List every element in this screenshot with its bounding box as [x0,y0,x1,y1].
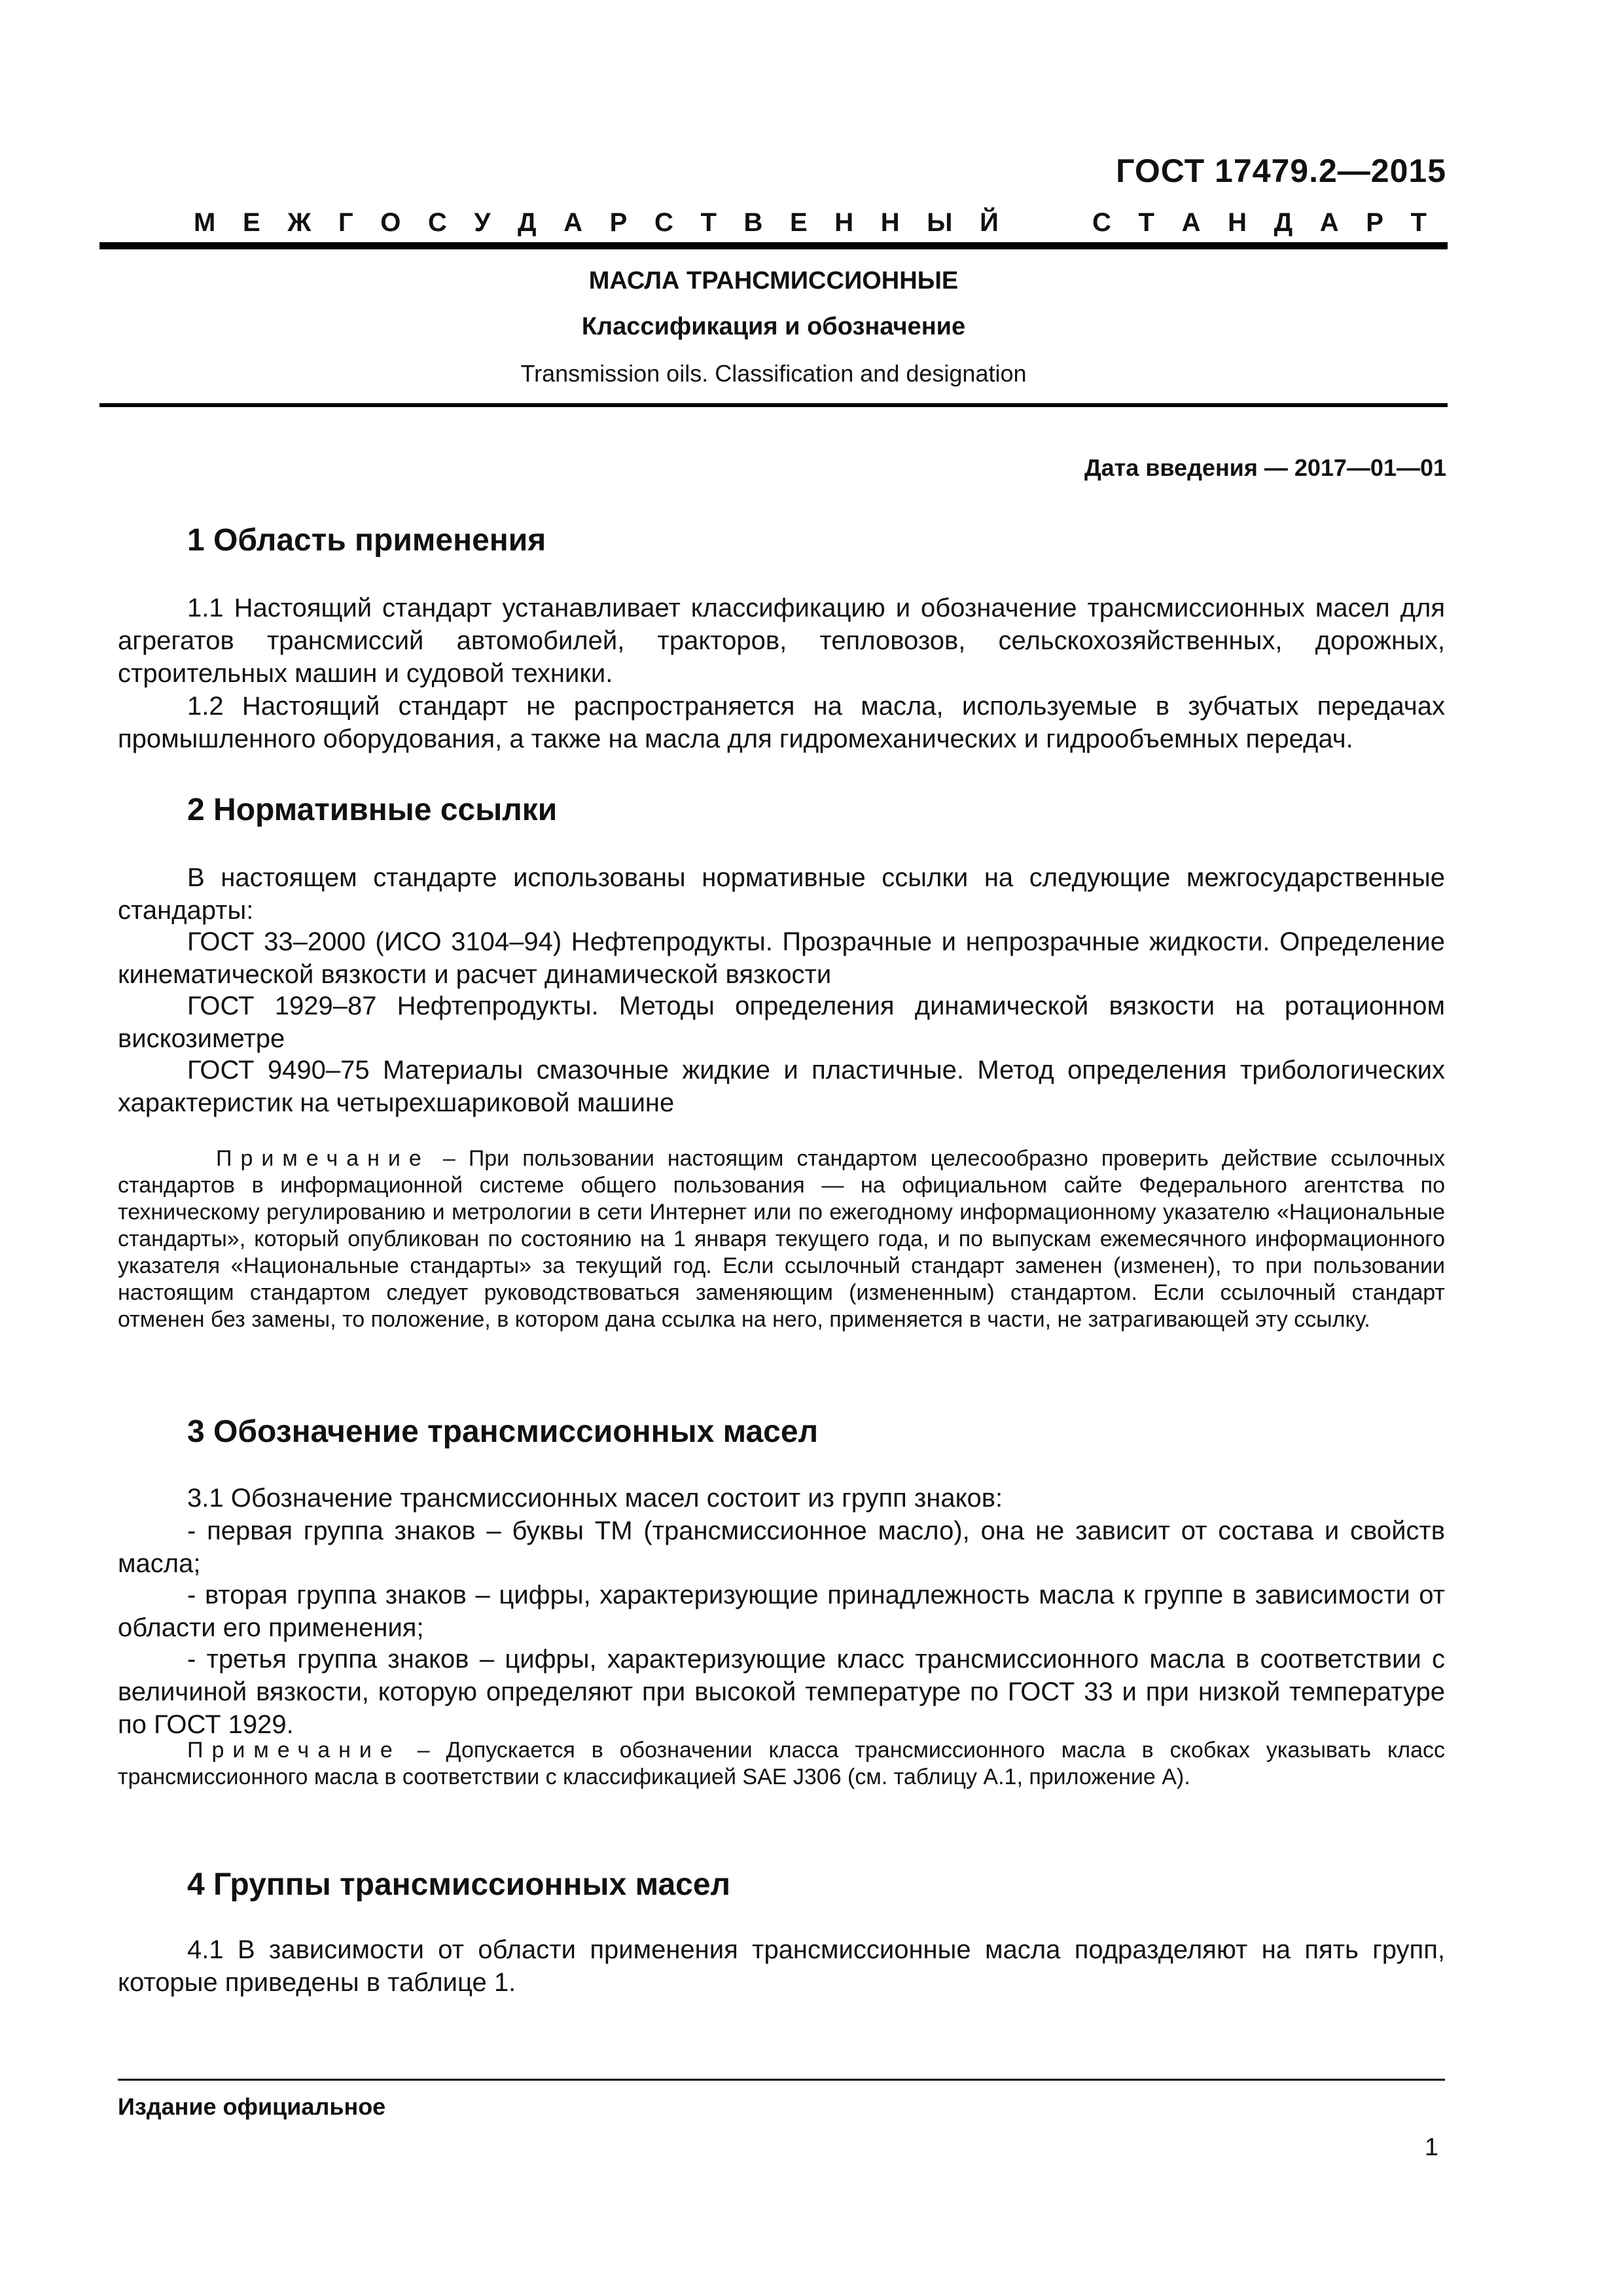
section-2-paragraph-1: В настоящем стандарте использованы нормативные ссылки на следующие межгосударственные стандарты: [118,863,1445,925]
interstate-letter: М [194,208,216,237]
document-title-english: Transmission oils. Classification and designation [520,360,1027,387]
page-number: 1 [1424,2134,1438,2161]
section-3-item-3: - третья группа знаков – цифры, характеризующие класс трансмиссионного масла в соответствии с величиной вязкости, которую определяют при высокой температуре по ГОСТ 33 и при низкой температуре по ГОСТ 1929. [118,1645,1445,1739]
interstate-letter: Н [880,208,900,237]
interstate-letter: С [654,208,673,237]
interstate-letter: Т [700,208,717,237]
interstate-letter: О [380,208,401,237]
section-3-heading: 3 Обозначение трансмиссионных масел [187,1414,819,1449]
standard-letter: Т [1138,208,1154,237]
interstate-letter: С [428,208,447,237]
title-rule [99,403,1448,407]
standard-letter: Т [1410,208,1427,237]
interstate-letter: Д [518,208,537,237]
section-2-heading: 2 Нормативные ссылки [187,793,558,827]
note-text: – При пользовании настоящим стандартом целесообразно проверить действие ссылочных стандартов в информационной системе общего пользования — на официальном сайте Федерального агентства по техническому регулированию и метрологии в сети Интернет или по ежегодному информационному указателю «Национальные стандарты», который опубликован по состоянию на 1 января текущего года, и по выпускам ежемесячного информационного указателя «Национальные стандарты» за текущий год. Если ссылочный стандарт заменен (изменен), то при пользовании настоящим стандартом следует руководствоваться заменяющим (измененным) стандартом. Если ссылочный стандарт отменен без замены, то положение, в котором дана ссылка на него, применяется в части, не затрагивающей эту ссылку. [118,1146,1445,1332]
section-4-paragraph-1: 4.1 В зависимости от области применения трансмиссионные масла подразделяют на пять групп, которые приведены в таблице 1. [118,1935,1445,1997]
interstate-letter: Н [834,208,854,237]
section-2-note [118,1145,1445,1333]
section-1-paragraph-2: 1.2 Настоящий стандарт не распространяется на масла, используемые в зубчатых передачах промышленного оборудования, а также на масла для гидромеханических и гидрообъемных передач. [118,692,1445,753]
document-subtitle: Классификация и обозначение [581,313,966,340]
interstate-letter: Ж [287,208,312,237]
footer-rule [118,2079,1445,2081]
interstate-standard-banner [194,208,1427,238]
interstate-word-gap [1026,208,1065,238]
standard-letter: Р [1366,208,1383,237]
interstate-letter: В [743,208,763,237]
section-3-item-1: - первая группа знаков – буквы ТМ (трансмиссионное масло), она не зависит от состава и свойств масла; [118,1516,1445,1578]
interstate-letter: У [474,208,491,237]
standard-letter: Н [1228,208,1247,237]
interstate-letter: Й [980,208,999,237]
interstate-letter: Е [789,208,808,237]
standard-letter: А [1181,208,1201,237]
interstate-letter: А [563,208,583,237]
section-3-item-2: - вторая группа знаков – цифры, характеризующие принадлежность масла к группе в зависимости от области его применения; [118,1581,1445,1642]
header-rule-thick [99,242,1448,249]
section-3-paragraph-1: 3.1 Обозначение трансмиссионных масел состоит из групп знаков: [187,1484,1003,1513]
interstate-letter: Е [242,208,260,237]
section-2-reference-gost-9490: ГОСТ 9490–75 Материалы смазочные жидкие и пластичные. Метод определения трибологических характеристик на четырехшариковой машине [118,1056,1445,1117]
section-3-note [118,1737,1445,1791]
section-2-reference-gost-1929: ГОСТ 1929–87 Нефтепродукты. Методы определения динамической вязкости на ротационном вискозиметре [118,992,1445,1053]
standard-letter: Д [1274,208,1293,237]
standard-letter: С [1092,208,1111,237]
gost-code: ГОСТ 17479.2—2015 [1116,152,1446,189]
interstate-letter: Г [338,208,353,237]
note-label: Примечание [187,1738,401,1763]
interstate-letter: Р [609,208,628,237]
section-1-heading: 1 Область применения [187,523,546,558]
interstate-letter: Ы [927,208,953,237]
section-2-reference-gost-33: ГОСТ 33–2000 (ИСО 3104–94) Нефтепродукты. Прозрачные и непрозрачные жидкости. Определение кинематической вязкости и расчет динамической вязкости [118,927,1445,989]
introduction-date: Дата введения — 2017—01—01 [1084,454,1446,481]
section-1-paragraph-1: 1.1 Настоящий стандарт устанавливает классификацию и обозначение трансмиссионных масел для агрегатов трансмиссий автомобилей, тракторов, тепловозов, сельскохозяйственных, дорожных, строительных машин и судовой техники. [118,594,1445,688]
note-label: Примечание [216,1146,430,1171]
section-4-heading: 4 Группы трансмиссионных масел [187,1867,731,1902]
edition-label: Издание официальное [118,2093,386,2120]
standard-letter: А [1319,208,1339,237]
note-text: – Допускается в обозначении класса трансмиссионного масла в скобках указывать класс трансмиссионного масла в соответствии с классификацией SAE J306 (см. таблицу А.1, приложение А). [118,1738,1445,1789]
document-title: МАСЛА ТРАНСМИССИОННЫЕ [588,267,959,295]
